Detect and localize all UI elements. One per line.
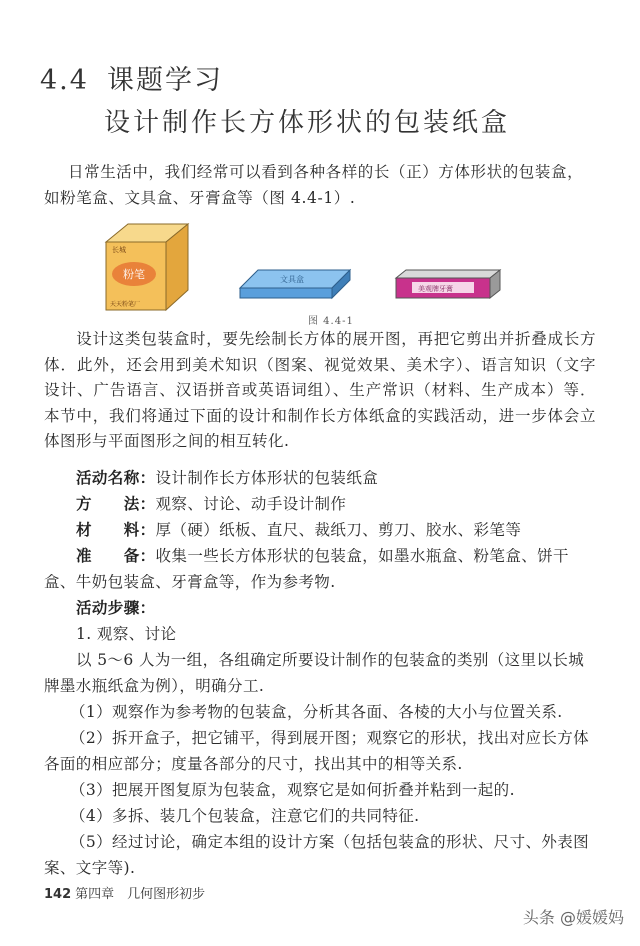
intro-line-1: 日常生活中，我们经常可以看到各种各样的长（正）方体形状的包装盒， <box>68 163 584 181</box>
chalk-box-bottom-text: 天天粉笔厂 <box>110 301 141 308</box>
step-1-1: （1）观察作为参考物的包装盒，分析其各面、各棱的大小与位置关系. <box>70 703 563 721</box>
section-subtitle: 设计制作长方体形状的包装纸盒 <box>104 108 511 138</box>
page-number: 142 <box>44 887 72 902</box>
activity-prep-label: 准 备： <box>76 547 156 565</box>
section-label: 课题学习 <box>106 65 223 96</box>
activity-steps-row <box>44 596 604 621</box>
activity-material-label: 材 料： <box>76 521 156 539</box>
step-1-5-line2: 案、文字等). <box>44 859 136 877</box>
section-heading <box>40 58 223 97</box>
chalk-box-top-text: 长城 <box>112 246 126 254</box>
activity-name-value: 设计制作长方体形状的包装纸盒 <box>155 469 379 487</box>
body-paragraph: 设计这类包装盒时，要先绘制长方体的展开图，再把它剪出并折叠成长方体．此外，还会用到美术知识（图案、视觉效果、美术字）、语言知识（文字设计、广告语言、汉语拼音或英语词组）、生产常识（材料、生产成本）等．本节中，我们将通过下面的设计和制作长方体纸盒的实践活动，进一步体会立体图形与平面图形之间的相互转化. <box>44 330 596 450</box>
watermark-text: 头条 @媛媛妈 <box>522 908 624 927</box>
figure-packaging-boxes <box>60 218 600 314</box>
toothpaste-box-illustration <box>396 270 500 298</box>
activity-name-row <box>44 466 604 491</box>
toothpaste-box-text: 美观牌牙膏 <box>418 285 453 293</box>
group-line-2: 牌墨水瓶纸盒为例），明确分工. <box>44 677 265 695</box>
step-1-4: （4）多拆、装几个包装盒，注意它们的共同特征. <box>70 807 420 825</box>
activity-prep-row <box>44 544 604 569</box>
step-1-2-line1: （2）拆开盒子，把它铺平，得到展开图；观察它的形状，找出对应长方体 <box>70 729 590 747</box>
group-line-1: 以 5～6 人为一组，各组确定所要设计制作的包装盒的类别（这里以长城 <box>76 651 585 669</box>
activity-prep-cont: 盒、牛奶包装盒、牙膏盒等，作为参考物. <box>44 573 336 591</box>
figure-caption: 图 4.4-1 <box>308 316 354 327</box>
stationery-box-text: 文具盒 <box>280 275 304 284</box>
stationery-box-illustration <box>240 270 350 298</box>
step1-title: 1. 观察、讨论 <box>76 625 177 643</box>
activity-steps-label: 活动步骤： <box>76 599 156 617</box>
page-footer <box>44 883 205 902</box>
activity-material-value: 厚（硬）纸板、直尺、裁纸刀、剪刀、胶水、彩笔等 <box>155 521 522 539</box>
activity-name-label: 活动名称： <box>76 469 156 487</box>
activity-method-value: 观察、讨论、动手设计制作 <box>155 495 347 513</box>
section-number: 4.4 <box>40 65 89 96</box>
step-1-3: （3）把展开图复原为包装盒，观察它是如何折叠并粘到一起的. <box>70 781 515 799</box>
activity-method-row <box>44 492 604 517</box>
step-1-5-line1: （5）经过讨论，确定本组的设计方案（包括包装盒的形状、尺寸、外表图 <box>70 833 590 851</box>
step-1-2-line2: 各面的相应部分；度量各部分的尺寸，找出其中的相等关系. <box>44 755 463 773</box>
chalk-box-illustration <box>106 224 188 310</box>
activity-material-row <box>44 518 604 543</box>
activity-prep-value: 收集一些长方体形状的包装盒，如墨水瓶盒、粉笔盒、饼干 <box>155 547 569 565</box>
activity-method-label: 方 法： <box>76 495 156 513</box>
chapter-title: 第四章 几何图形初步 <box>75 887 206 902</box>
intro-line-2: 如粉笔盒、文具盒、牙膏盒等（图 4.4-1）. <box>44 189 356 207</box>
chalk-box-main-text: 粉笔 <box>123 268 145 281</box>
